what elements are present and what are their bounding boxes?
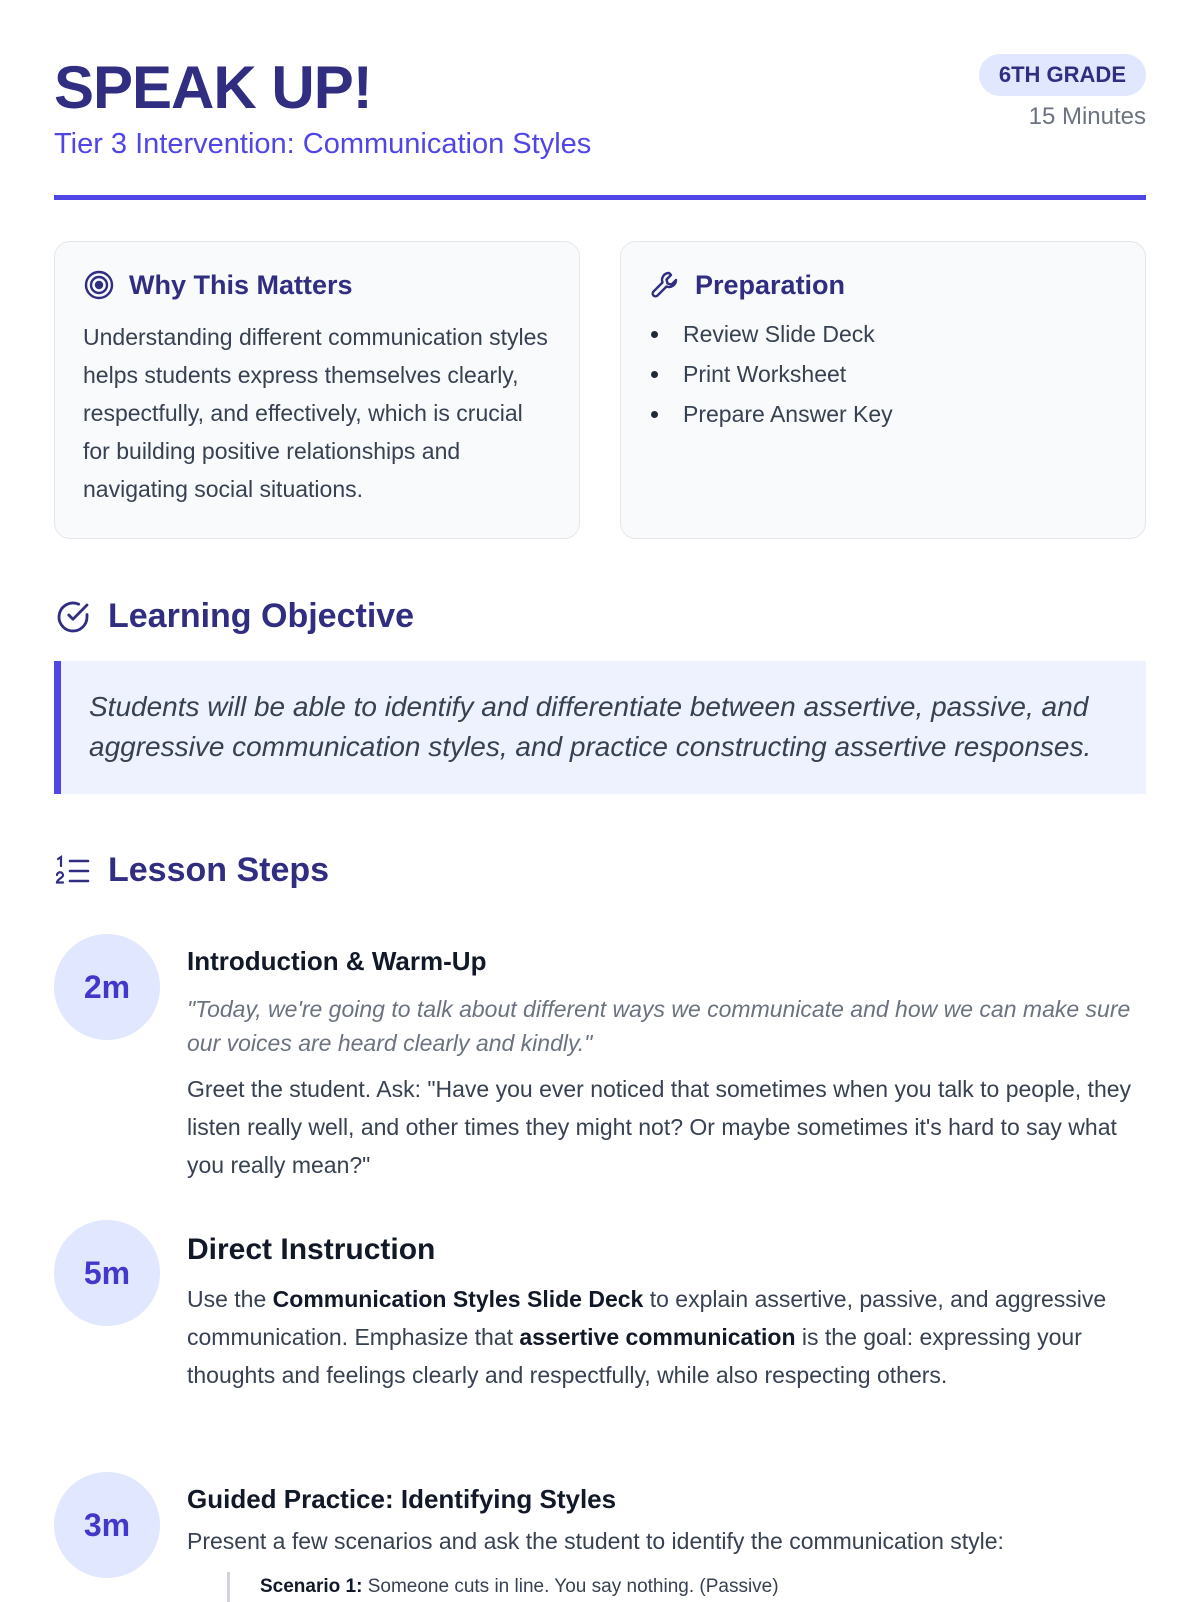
step-text: Use the Communication Styles Slide Deck to explain assertive, passive, and aggressive communication. Emphasize that assertive communication is the goal: expressing your thoughts and feelings clearly and respectfully, while also respecting others. (187, 1286, 1107, 1388)
scenario-text: Someone cuts in line. You say nothing. (Passive) (362, 1576, 779, 1597)
preparation-title: Preparation (695, 269, 846, 300)
slide-deck-emphasis: Communication Styles Slide Deck (272, 1286, 644, 1312)
check-circle-icon (54, 598, 92, 636)
scenario-label: Scenario 1: (260, 1576, 363, 1597)
grade-badge: 6TH GRADE (979, 54, 1146, 96)
numbered-list-icon (54, 852, 92, 890)
step-title: Introduction & Warm-Up (187, 946, 487, 976)
why-this-matters-text: Understanding different communication styles helps students express themselves clearly, respectfully, and effectively, which is crucial for building positive relationships and navigating social situations. (83, 324, 548, 502)
why-this-matters-card (54, 241, 580, 539)
preparation-item: Prepare Answer Key (649, 394, 1117, 434)
lesson-steps-heading (54, 851, 329, 890)
preparation-card (620, 241, 1146, 539)
step-quote: "Today, we're going to talk about different ways we communicate and how we can make sure our voices are heard clearly and kindly." (187, 996, 1131, 1056)
step-duration-badge: 2m (54, 934, 160, 1040)
step-title: Guided Practice: Identifying Styles (187, 1484, 617, 1514)
step-duration-badge: 5m (54, 1220, 160, 1326)
learning-objective-box (54, 661, 1146, 794)
preparation-list (649, 314, 1117, 434)
scenario-item (227, 1572, 1146, 1602)
step-text: Present a few scenarios and ask the student to identify the communication style: (187, 1528, 1004, 1554)
info-cards (54, 241, 1146, 539)
assertive-emphasis: assertive communication (519, 1324, 796, 1350)
step-duration-badge: 3m (54, 1472, 160, 1578)
learning-objective-text: Students will be able to identify and differentiate between assertive, passive, and aggressive communication styles, and practice constructing assertive responses. (89, 691, 1092, 762)
learning-objective-title: Learning Objective (108, 597, 415, 635)
step-title: Direct Instruction (187, 1233, 436, 1266)
step-text: Greet the student. Ask: "Have you ever noticed that sometimes when you talk to people, they listen really well, and other times they might not? Or maybe sometimes it's hard to say what you really mean?" (187, 1076, 1132, 1178)
page-title: SPEAK UP! (54, 54, 372, 121)
wrench-icon (649, 269, 681, 301)
preparation-item: Review Slide Deck (649, 314, 1117, 354)
preparation-item: Print Worksheet (649, 354, 1117, 394)
target-icon (83, 269, 115, 301)
lesson-steps-title: Lesson Steps (108, 851, 330, 889)
learning-objective-heading (54, 597, 414, 636)
page-subtitle: Tier 3 Intervention: Communication Styles (54, 128, 592, 160)
duration-label: 15 Minutes (1028, 103, 1146, 130)
why-this-matters-title: Why This Matters (129, 269, 353, 300)
page-header (54, 0, 1146, 200)
